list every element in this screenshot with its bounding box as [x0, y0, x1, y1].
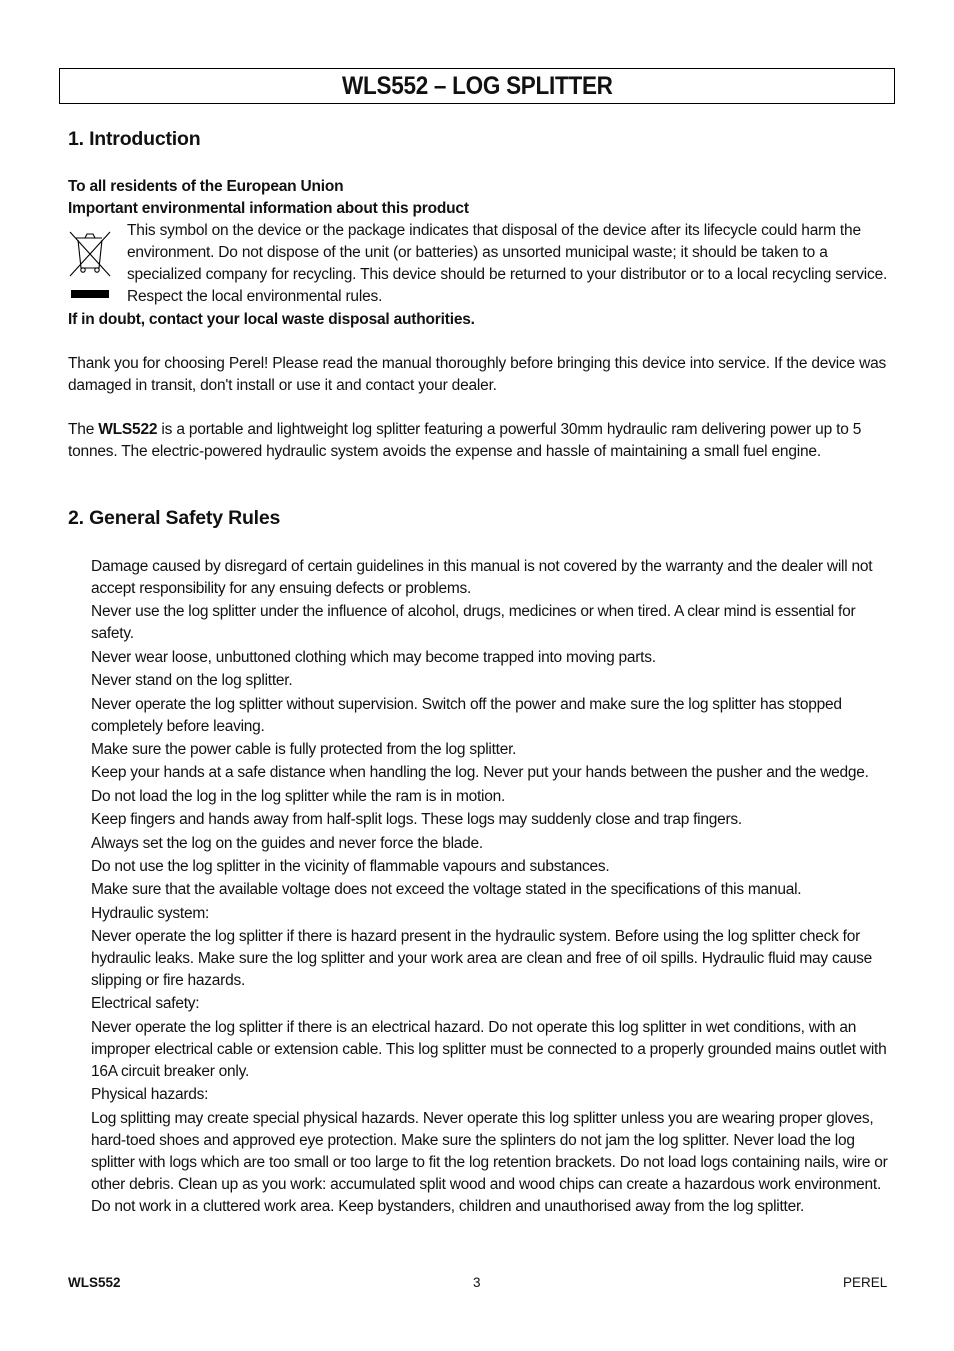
title-box [59, 68, 895, 104]
description-rest: is a portable and lightweight log splitter featuring a powerful 30mm hydraulic ram delivering power up to 5 tonnes. The electric-powered hydraulic system avoids the expense and hassle of maintaining a small fuel engine. [68, 421, 862, 460]
weee-disposal-text: This symbol on the device or the package indicates that disposal of the device after its lifecycle could harm the environment. Do not dispose of the unit (or batteries) as unsorted municipal waste; it should be taken to a specialized company for recycling. This device should be returned to your distributor or to a local recycling service. Respect the local environmental rules. [127, 222, 888, 305]
crossed-out-wheelie-bin-icon [68, 228, 112, 300]
section-heading-safety-rules: 2. General Safety Rules [68, 507, 281, 529]
page-title: WLS552 – LOG SPLITTER [341, 71, 613, 100]
safety-item: Make sure the power cable is fully protected from the log splitter. [91, 740, 517, 758]
footer-page-number: 3 [473, 1275, 481, 1290]
safety-item: Log splitting may create special physical hazards. Never operate this log splitter unless you are wearing proper gloves, hard-toed shoes and approved eye protection. Make sure the splinters do not jam the log splitter. Never load the log splitter with logs which are too small or too large to fit the log retention brackets. Do not load logs containing nails, wire or other debris. Clean up as you work: accumulated split wood and wood chips can create a hazardous work environment. Do not work in a cluttered work area. Keep bystanders, children and unauthorised away from the log splitter. [91, 1109, 888, 1215]
description-prefix: The [68, 421, 99, 438]
thank-you-paragraph: Thank you for choosing Perel! Please read the manual thoroughly before bringing this device into service. If the device was damaged in transit, don't install or use it and contact your dealer. [68, 355, 887, 394]
safety-item: Never operate the log splitter if there is an electrical hazard. Do not operate this log splitter in wet conditions, with an improper electrical cable or extension cable. This log splitter must be connected to a properly grounded mains outlet with 16A circuit breaker only. [91, 1018, 887, 1080]
safety-subheading: Physical hazards: [91, 1086, 209, 1104]
safety-item: Do not load the log in the log splitter while the ram is in motion. [91, 787, 506, 805]
model-name: WLS522 [98, 421, 158, 438]
safety-subheading: Hydraulic system: [91, 904, 210, 922]
safety-item: Keep fingers and hands away from half-split logs. These logs may suddenly close and trap fingers. [91, 811, 742, 829]
safety-item: Never operate the log splitter without supervision. Switch off the power and make sure the log splitter has stopped completely before leaving. [91, 695, 842, 735]
safety-item: Damage caused by disregard of certain guidelines in this manual is not covered by the warranty and the dealer will not accept responsibility for any ensuing defects or problems. [91, 558, 873, 597]
safety-rules-list [91, 556, 891, 1219]
safety-item: Do not use the log splitter in the vicinity of flammable vapours and substances. [91, 857, 610, 875]
safety-item: Make sure that the available voltage does not exceed the voltage stated in the specifications of this manual. [91, 881, 802, 899]
safety-subheading: Electrical safety: [91, 995, 200, 1013]
safety-item: Never operate the log splitter if there is hazard present in the hydraulic system. Before using the log splitter check for hydraulic leaks. Make sure the log splitter and your work area are clean and free of oil spills. Hydraulic fluid may cause slipping or fire hazards. [91, 928, 873, 990]
section-heading-introduction: 1. Introduction [68, 128, 201, 150]
waste-authorities-line: If in doubt, contact your local waste disposal authorities. [68, 311, 475, 328]
product-description-paragraph [68, 419, 888, 463]
eu-residents-line: To all residents of the European Union [68, 178, 344, 195]
safety-item: Never wear loose, unbuttoned clothing which may become trapped into moving parts. [91, 648, 656, 666]
environmental-info-line: Important environmental information about this product [68, 200, 469, 217]
safety-item: Keep your hands at a safe distance when handling the log. Never put your hands between the pusher and the wedge. [91, 764, 869, 782]
footer-model: WLS552 [68, 1275, 121, 1290]
safety-item: Always set the log on the guides and never force the blade. [91, 834, 483, 852]
footer-brand: PEREL [843, 1275, 888, 1290]
safety-item: Never use the log splitter under the influence of alcohol, drugs, medicines or when tired. A clear mind is essential for safety. [91, 603, 856, 643]
safety-item: Never stand on the log splitter. [91, 672, 293, 690]
